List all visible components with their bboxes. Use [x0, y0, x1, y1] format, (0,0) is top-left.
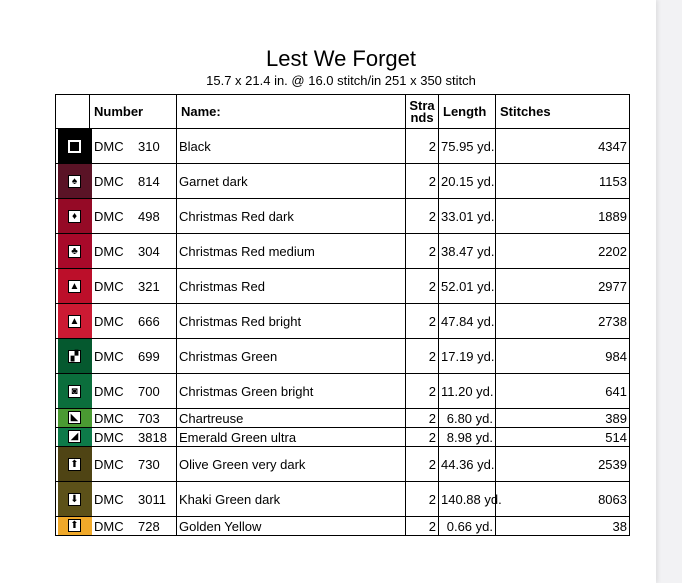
color-swatch — [58, 164, 92, 198]
stitch-symbol-icon: ◣ — [68, 411, 81, 424]
thread-stitches: 38 — [496, 517, 630, 536]
thread-number — [90, 339, 177, 374]
stitch-symbol-icon: ♦ — [68, 210, 81, 223]
swatch-cell — [56, 428, 90, 447]
stitch-symbol-icon: ◢ — [68, 430, 81, 443]
thread-code: 730 — [138, 456, 160, 472]
table-row — [56, 447, 630, 482]
thread-stitches: 514 — [496, 428, 630, 447]
thread-name: Christmas Red bright — [177, 304, 406, 339]
thread-length: 52.01 yd. — [439, 269, 496, 304]
table-row — [56, 164, 630, 199]
thread-number — [90, 269, 177, 304]
thread-name: Christmas Red — [177, 269, 406, 304]
thread-code: 814 — [138, 173, 160, 189]
swatch-cell — [56, 269, 90, 304]
swatch-cell — [56, 199, 90, 234]
thread-strands: 2 — [406, 304, 439, 339]
thread-brand: DMC — [94, 313, 124, 329]
table-row — [56, 517, 630, 536]
thread-strands: 2 — [406, 482, 439, 517]
thread-strands: 2 — [406, 234, 439, 269]
header-stitches: Stitches — [496, 95, 630, 129]
thread-stitches: 2539 — [496, 447, 630, 482]
stitch-symbol-icon: ♣ — [68, 245, 81, 258]
thread-number — [90, 199, 177, 234]
table-row — [56, 428, 630, 447]
thread-length: 33.01 yd. — [439, 199, 496, 234]
swatch-cell — [56, 409, 90, 428]
thread-stitches: 4347 — [496, 129, 630, 164]
color-swatch — [58, 304, 92, 338]
swatch-cell — [56, 517, 90, 536]
table-row — [56, 234, 630, 269]
document-subtitle: 15.7 x 21.4 in. @ 16.0 stitch/in 251 x 350 stitch — [206, 73, 476, 88]
thread-name: Black — [177, 129, 406, 164]
thread-stitches: 1153 — [496, 164, 630, 199]
thread-number — [90, 374, 177, 409]
thread-code: 498 — [138, 208, 160, 224]
thread-brand: DMC — [94, 348, 124, 364]
thread-strands: 2 — [406, 447, 439, 482]
thread-length: 38.47 yd. — [439, 234, 496, 269]
thread-stitches: 984 — [496, 339, 630, 374]
thread-stitches: 2977 — [496, 269, 630, 304]
thread-brand: DMC — [94, 518, 124, 534]
color-swatch — [58, 374, 92, 408]
table-row — [56, 269, 630, 304]
thread-brand: DMC — [94, 456, 124, 472]
swatch-cell — [56, 447, 90, 482]
thread-length: 8.98 yd. — [439, 428, 496, 447]
stitch-symbol-icon: ▞ — [68, 350, 81, 363]
header-length: Length — [439, 95, 496, 129]
thread-length: 47.84 yd. — [439, 304, 496, 339]
swatch-cell — [56, 482, 90, 517]
color-swatch — [58, 234, 92, 268]
swatch-cell — [56, 164, 90, 199]
color-swatch — [58, 428, 92, 446]
thread-length: 140.88 yd. — [439, 482, 496, 517]
thread-strands: 2 — [406, 269, 439, 304]
thread-code: 304 — [138, 243, 160, 259]
thread-number — [90, 304, 177, 339]
thread-name: Christmas Red dark — [177, 199, 406, 234]
table-row — [56, 304, 630, 339]
thread-stitches: 2202 — [496, 234, 630, 269]
thread-length: 75.95 yd. — [439, 129, 496, 164]
thread-strands: 2 — [406, 339, 439, 374]
thread-stitches: 641 — [496, 374, 630, 409]
thread-code: 728 — [138, 518, 160, 534]
table-header-row — [56, 95, 630, 129]
stitch-symbol-icon: ♠ — [68, 175, 81, 188]
thread-name: Golden Yellow — [177, 517, 406, 536]
thread-strands: 2 — [406, 517, 439, 536]
document-title: Lest We Forget — [266, 46, 416, 71]
color-swatch — [58, 517, 92, 535]
thread-strands: 2 — [406, 409, 439, 428]
thread-code: 703 — [138, 410, 160, 426]
thread-name: Christmas Green bright — [177, 374, 406, 409]
thread-code: 310 — [138, 138, 160, 154]
thread-length: 20.15 yd. — [439, 164, 496, 199]
thread-code: 700 — [138, 383, 160, 399]
color-swatch — [58, 482, 92, 516]
thread-number — [90, 164, 177, 199]
thread-length: 17.19 yd. — [439, 339, 496, 374]
table-row — [56, 199, 630, 234]
table-row — [56, 409, 630, 428]
thread-code: 699 — [138, 348, 160, 364]
swatch-cell — [56, 339, 90, 374]
thread-brand: DMC — [94, 173, 124, 189]
thread-number — [90, 517, 177, 536]
stitch-symbol-icon: ◙ — [68, 385, 81, 398]
thread-length: 44.36 yd. — [439, 447, 496, 482]
color-swatch — [58, 447, 92, 481]
thread-number — [90, 409, 177, 428]
color-swatch — [58, 339, 92, 373]
thread-strands: 2 — [406, 199, 439, 234]
swatch-cell — [56, 374, 90, 409]
stitch-symbol-icon: ⬇ — [68, 493, 81, 506]
stitch-symbol-icon: ▲ — [69, 281, 80, 292]
thread-brand: DMC — [94, 138, 124, 154]
header-number: Number — [90, 95, 177, 129]
thread-name: Christmas Green — [177, 339, 406, 374]
table-row — [56, 129, 630, 164]
thread-number — [90, 482, 177, 517]
stitch-symbol-icon: ⬆ — [68, 458, 81, 471]
thread-brand: DMC — [94, 410, 124, 426]
thread-strands: 2 — [406, 374, 439, 409]
thread-number — [90, 447, 177, 482]
swatch-cell — [56, 304, 90, 339]
thread-name: Emerald Green ultra — [177, 428, 406, 447]
thread-number — [90, 129, 177, 164]
thread-brand: DMC — [94, 243, 124, 259]
thread-number — [90, 428, 177, 447]
table-row — [56, 339, 630, 374]
stitch-symbol-icon: ⬆ — [68, 519, 81, 532]
thread-stitches: 8063 — [496, 482, 630, 517]
table-row — [56, 374, 630, 409]
stitch-symbol-icon: □ — [68, 140, 81, 153]
thread-brand: DMC — [94, 278, 124, 294]
header-strands: Stra nds — [406, 95, 439, 129]
thread-name: Chartreuse — [177, 409, 406, 428]
thread-length: 6.80 yd. — [439, 409, 496, 428]
header-symbol — [56, 95, 90, 129]
thread-brand: DMC — [94, 429, 124, 445]
thread-code: 3011 — [138, 491, 166, 507]
table-row — [56, 482, 630, 517]
thread-number — [90, 234, 177, 269]
thread-strands: 2 — [406, 428, 439, 447]
thread-code: 666 — [138, 313, 160, 329]
swatch-cell — [56, 234, 90, 269]
stitch-symbol-icon: ▲ — [69, 316, 80, 327]
thread-strands: 2 — [406, 129, 439, 164]
thread-legend-table — [55, 94, 630, 536]
thread-code: 321 — [138, 278, 160, 294]
header-name: Name: — [177, 95, 406, 129]
thread-name: Khaki Green dark — [177, 482, 406, 517]
thread-name: Olive Green very dark — [177, 447, 406, 482]
thread-strands: 2 — [406, 164, 439, 199]
thread-stitches: 389 — [496, 409, 630, 428]
thread-brand: DMC — [94, 208, 124, 224]
color-swatch — [58, 199, 92, 233]
thread-name: Christmas Red medium — [177, 234, 406, 269]
thread-stitches: 2738 — [496, 304, 630, 339]
color-swatch — [58, 409, 92, 427]
thread-name: Garnet dark — [177, 164, 406, 199]
thread-length: 11.20 yd. — [439, 374, 496, 409]
swatch-cell — [56, 129, 90, 164]
thread-stitches: 1889 — [496, 199, 630, 234]
color-swatch — [58, 129, 92, 163]
thread-length: 0.66 yd. — [439, 517, 496, 536]
color-swatch — [58, 269, 92, 303]
thread-brand: DMC — [94, 491, 124, 507]
thread-brand: DMC — [94, 383, 124, 399]
thread-code: 3818 — [138, 429, 167, 445]
